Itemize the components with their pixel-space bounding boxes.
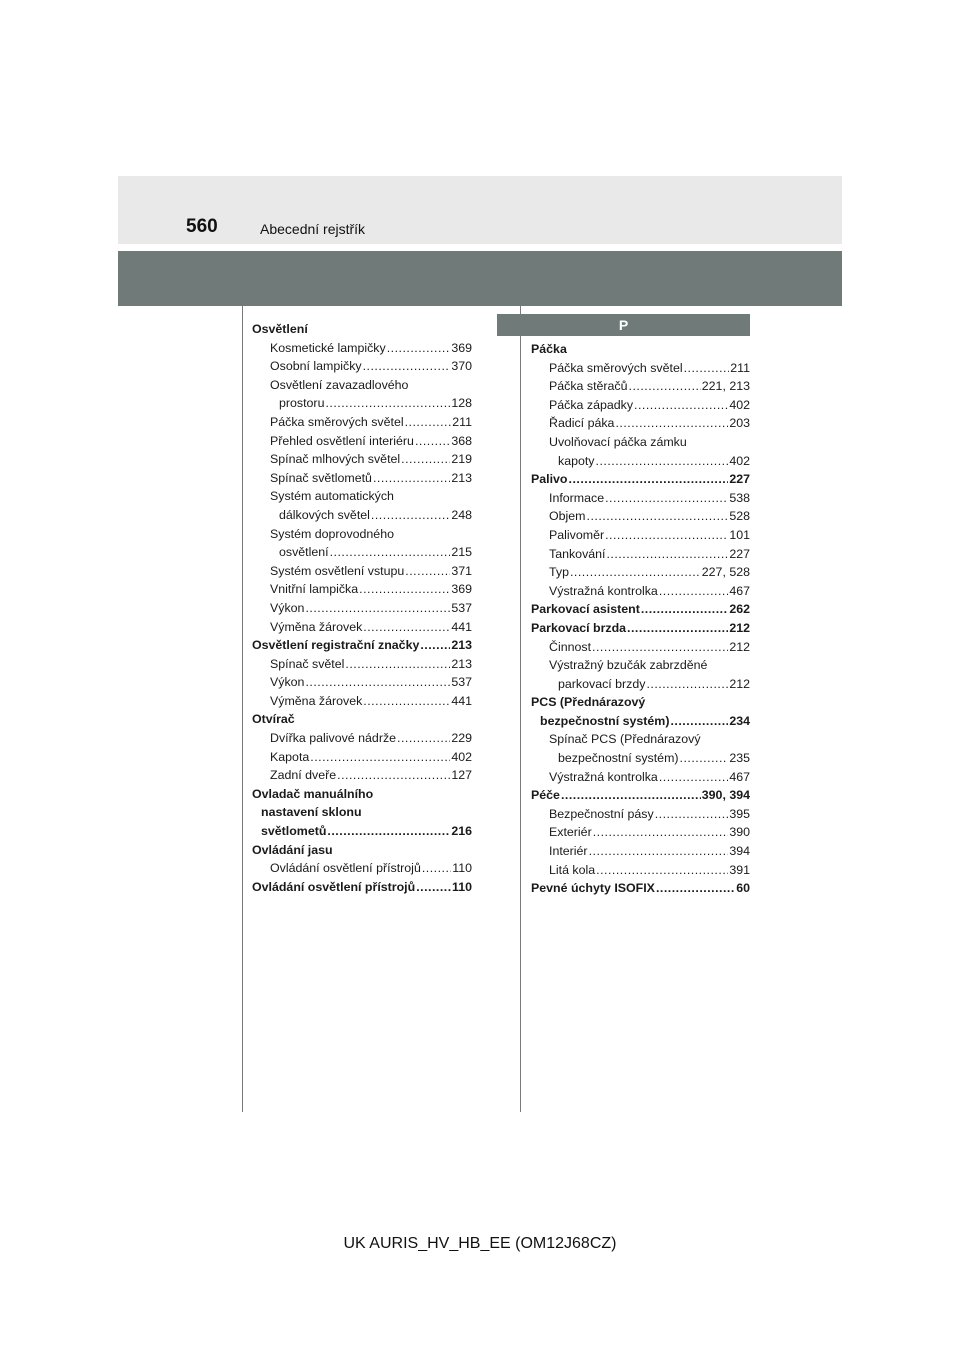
entry-text: Kapota [270, 749, 310, 764]
index-entry [252, 822, 472, 841]
entry-text: Spínač světel [270, 656, 345, 671]
page-ref: 391 [729, 862, 750, 877]
entry-text: Řadicí páka [549, 416, 615, 431]
leader-dots [615, 414, 728, 433]
index-heading [252, 710, 472, 729]
leader-dots [363, 692, 450, 711]
page-ref: 211 [452, 414, 472, 429]
entry-text: Tankování [549, 546, 606, 561]
page-ref: 101 [729, 527, 750, 542]
page-number: 560 [186, 216, 218, 237]
entry-text: Přehled osvětlení interiéru [270, 433, 414, 448]
leader-dots [684, 359, 730, 378]
index-entry [252, 357, 472, 376]
entry-text: Páčka směrových světel [549, 360, 683, 375]
entry-text: Dvířka palivové nádrže [270, 731, 397, 746]
leader-dots [680, 749, 729, 768]
page-ref: 390, 394 [701, 788, 750, 803]
page-ref: 402 [729, 397, 750, 412]
index-entry [531, 842, 750, 861]
page-ref: 370 [451, 359, 472, 374]
index-entry [252, 413, 472, 432]
index-entry [252, 859, 472, 878]
entry-text: Osvětlení [252, 322, 308, 336]
entry-text: Parkovací brzda [531, 620, 627, 635]
leader-dots [422, 859, 451, 878]
index-entry [531, 396, 750, 415]
index-entry [252, 748, 472, 767]
section-letter: P [497, 314, 750, 336]
entry-text: Péče [531, 788, 560, 803]
page-ref: 441 [451, 693, 472, 708]
leader-dots [589, 842, 729, 861]
leader-dots [605, 526, 728, 545]
leader-dots [629, 377, 701, 396]
leader-dots [337, 766, 450, 785]
entry-text: Ovladač manuálního [252, 786, 374, 801]
entry-text: dálkových světel [279, 507, 370, 522]
leader-dots [634, 396, 728, 415]
index-heading [252, 785, 472, 804]
entry-text: Osvětlení registrační značky [252, 638, 420, 653]
entry-text: Výstražná kontrolka [549, 769, 658, 784]
index-entry [531, 861, 750, 880]
entry-text: Informace [549, 490, 605, 505]
entry-text: bezpečnostní systém) [558, 751, 679, 766]
column-divider-middle [520, 306, 521, 1112]
leader-dots [587, 507, 729, 526]
page-ref: 390 [729, 825, 750, 840]
leader-dots [605, 489, 728, 508]
index-entry [252, 562, 472, 581]
index-entry [252, 655, 472, 674]
entry-text: Spínač světlometů [270, 470, 372, 485]
entry-text: osvětlení [279, 545, 329, 560]
leader-dots [561, 786, 701, 805]
page-ref: 248 [451, 507, 472, 522]
index-column-right [531, 340, 750, 898]
leader-dots [387, 339, 451, 358]
leader-dots [656, 879, 735, 898]
header-bar [118, 251, 842, 306]
index-entry [252, 394, 472, 413]
leader-dots [359, 580, 450, 599]
page-ref: 395 [729, 806, 750, 821]
entry-text: Systém automatických [270, 489, 394, 504]
index-entry [531, 433, 750, 452]
index-entry [252, 803, 472, 822]
index-entry [252, 692, 472, 711]
leader-dots [416, 878, 451, 897]
entry-text: Kosmetické lampičky [270, 340, 386, 355]
index-entry [252, 487, 472, 506]
page-ref: 528 [729, 509, 750, 524]
page-ref: 212 [729, 639, 750, 654]
index-entry [252, 580, 472, 599]
page-ref: 227 [729, 546, 750, 561]
index-heading [531, 786, 750, 805]
entry-text: Parkovací asistent [531, 602, 640, 617]
index-entry [531, 414, 750, 433]
leader-dots [596, 861, 728, 880]
page-ref: 262 [729, 602, 750, 617]
leader-dots [397, 729, 450, 748]
leader-dots [305, 673, 450, 692]
page-ref: 221, 213 [701, 379, 750, 394]
leader-dots [570, 563, 701, 582]
page-ref: 213 [451, 470, 472, 485]
page-ref: 394 [729, 844, 750, 859]
entry-text: Výstražný bzučák zabrzděné [549, 658, 708, 673]
leader-dots [305, 599, 450, 618]
entry-text: PCS (Přednárazový [531, 695, 646, 710]
entry-text: Zadní dveře [270, 768, 337, 783]
entry-text: Bezpečnostní pásy [549, 806, 654, 821]
entry-text: Otvírač [252, 712, 295, 727]
leader-dots [330, 543, 451, 562]
index-entry [531, 489, 750, 508]
page-ref: 467 [729, 583, 750, 598]
index-entry [252, 525, 472, 544]
index-entry [531, 749, 750, 768]
entry-text: Litá kola [549, 862, 596, 877]
page-ref: 128 [451, 396, 472, 411]
leader-dots [606, 545, 728, 564]
entry-text: Osvětlení zavazadlového [270, 377, 409, 392]
index-heading [531, 619, 750, 638]
entry-text: Uvolňovací páčka zámku [549, 434, 687, 449]
page-ref: 127 [451, 768, 472, 783]
index-entry [531, 377, 750, 396]
entry-text: Systém doprovodného [270, 526, 394, 541]
page-ref: 110 [452, 879, 472, 894]
entry-text: Páčka směrových světel [270, 414, 404, 429]
page-ref: 538 [729, 490, 750, 505]
index-heading [531, 470, 750, 489]
leader-dots [363, 357, 451, 376]
entry-text: Výměna žárovek [270, 619, 363, 634]
index-heading [531, 600, 750, 619]
leader-dots [325, 394, 450, 413]
page-ref: 368 [451, 433, 472, 448]
entry-text: Výměna žárovek [270, 693, 363, 708]
entry-text: Vnitřní lampička [270, 582, 359, 597]
page-ref: 60 [736, 881, 750, 896]
index-heading [252, 636, 472, 655]
entry-text: Výstražná kontrolka [549, 583, 658, 598]
index-entry [531, 805, 750, 824]
document-code: UK AURIS_HV_HB_EE (OM12J68CZ) [343, 1235, 617, 1252]
page-ref: 229 [451, 731, 472, 746]
index-entry [531, 452, 750, 471]
index-entry [252, 339, 472, 358]
index-entry [252, 432, 472, 451]
leader-dots [592, 638, 728, 657]
entry-text: Spínač PCS (Přednárazový [549, 732, 701, 747]
index-entry [531, 638, 750, 657]
index-entry [252, 506, 472, 525]
index-heading [531, 340, 750, 359]
leader-dots [627, 619, 728, 638]
entry-text: Pevné úchyty ISOFIX [531, 881, 655, 896]
entry-text: Výkon [270, 600, 305, 615]
index-entry [252, 599, 472, 618]
index-entry [531, 563, 750, 582]
index-entry [531, 507, 750, 526]
entry-text: Typ [549, 565, 569, 580]
index-heading [531, 879, 750, 898]
leader-dots [593, 823, 729, 842]
leader-dots [405, 413, 452, 432]
page-ref: 213 [451, 656, 472, 671]
leader-dots [371, 506, 450, 525]
leader-dots [345, 655, 450, 674]
entry-text: Palivo [531, 472, 568, 487]
entry-text: Páčka stěračů [549, 379, 628, 394]
header-band [118, 176, 842, 244]
entry-text: Objem [549, 509, 586, 524]
index-entry [531, 526, 750, 545]
entry-text: bezpečnostní systém) [540, 713, 670, 728]
leader-dots [655, 805, 729, 824]
entry-text: Ovládání jasu [252, 842, 333, 857]
leader-dots [670, 712, 728, 731]
page-ref: 212 [729, 676, 750, 691]
index-entry [531, 582, 750, 601]
leader-dots [659, 768, 729, 787]
index-entry [531, 545, 750, 564]
leader-dots [415, 432, 450, 451]
entry-text: Spínač mlhových světel [270, 452, 401, 467]
index-heading [252, 878, 472, 897]
index-entry [252, 543, 472, 562]
page-ref: 216 [451, 824, 472, 839]
leader-dots [641, 600, 728, 619]
index-heading [252, 320, 472, 339]
leader-dots [310, 748, 450, 767]
entry-text: prostoru [279, 396, 325, 411]
index-entry [531, 823, 750, 842]
leader-dots [420, 636, 450, 655]
page-ref: 213 [451, 638, 472, 653]
entry-text: nastavení sklonu [261, 805, 362, 820]
index-entry [252, 729, 472, 748]
page-ref: 235 [729, 751, 750, 766]
entry-text: Činnost [549, 639, 592, 654]
page-ref: 234 [729, 713, 750, 728]
page-ref: 369 [451, 582, 472, 597]
index-entry [252, 450, 472, 469]
index-entry [252, 766, 472, 785]
index-entry [252, 673, 472, 692]
index-entry [252, 469, 472, 488]
leader-dots [373, 469, 450, 488]
page-ref: 212 [729, 620, 750, 635]
leader-dots [405, 562, 450, 581]
index-entry [531, 656, 750, 675]
page-ref: 441 [451, 619, 472, 634]
leader-dots [646, 675, 728, 694]
entry-text: Ovládání osvětlení přístrojů [252, 879, 416, 894]
page-ref: 211 [730, 360, 750, 375]
entry-text: kapoty [558, 453, 595, 468]
page-ref: 467 [729, 769, 750, 784]
leader-dots [363, 618, 450, 637]
page-title: Abecední rejstřík [260, 221, 366, 237]
page-ref: 537 [451, 600, 472, 615]
page-ref: 219 [451, 452, 472, 467]
index-entry [531, 768, 750, 787]
entry-text: Palivoměr [549, 527, 605, 542]
index-heading [531, 693, 750, 712]
page-ref: 203 [729, 416, 750, 431]
leader-dots [327, 822, 450, 841]
entry-text: Páčka západky [549, 397, 634, 412]
page-ref: 537 [451, 675, 472, 690]
index-entry [252, 618, 472, 637]
page-ref: 215 [451, 545, 472, 560]
page-ref: 402 [451, 749, 472, 764]
index-column-left [252, 320, 472, 896]
index-entry [531, 730, 750, 749]
page-ref: 369 [451, 340, 472, 355]
leader-dots [659, 582, 729, 601]
entry-text: Systém osvětlení vstupu [270, 563, 405, 578]
index-entry [252, 376, 472, 395]
leader-dots [569, 470, 729, 489]
index-heading [252, 841, 472, 860]
index-entry [531, 359, 750, 378]
column-divider-left [242, 306, 243, 1112]
entry-text: Exteriér [549, 825, 592, 840]
index-entry [531, 675, 750, 694]
entry-text: Ovládání osvětlení přístrojů [270, 861, 421, 876]
entry-text: parkovací brzdy [558, 676, 646, 691]
page-ref: 371 [451, 563, 472, 578]
entry-text: Výkon [270, 675, 305, 690]
page-ref: 402 [729, 453, 750, 468]
page-ref: 227 [729, 472, 750, 487]
page-ref: 227, 528 [701, 565, 750, 580]
leader-dots [401, 450, 450, 469]
entry-text: světlometů [261, 824, 327, 839]
index-entry [531, 712, 750, 731]
page-ref: 110 [452, 861, 472, 876]
entry-text: Osobní lampičky [270, 359, 362, 374]
entry-text: Interiér [549, 844, 588, 859]
entry-text: Páčka [531, 342, 567, 356]
leader-dots [596, 452, 729, 471]
